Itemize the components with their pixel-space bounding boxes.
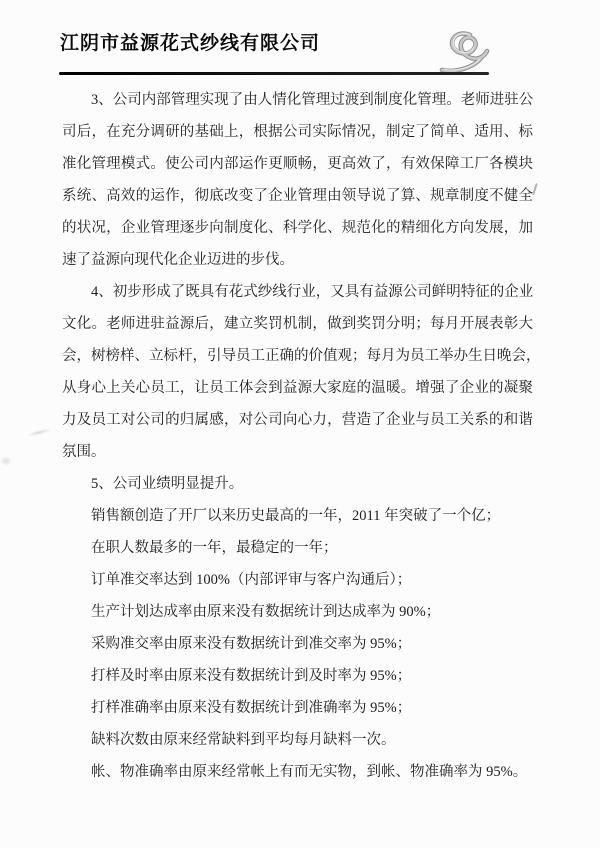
- paragraph-3-line: 速了益源向现代化企业迈进的步伐。: [62, 252, 294, 268]
- achievement-line-order-rate: 订单准交率达到 100%（内部评审与客户沟通后）；: [91, 572, 412, 588]
- achievement-line-shortage: 缺料次数由原来经常缺料到平均每月缺料一次。: [91, 732, 396, 748]
- achievement-line-headcount: 在职人数最多的一年，最稳定的一年；: [91, 540, 338, 556]
- section-5-heading: 5、公司业绩明显提升。: [91, 476, 244, 492]
- paragraph-3-line: 司后，在充分调研的基础上，根据公司实际情况，制定了简单、适用、标: [62, 124, 533, 140]
- achievement-line-inventory-acc: 帐、物准确率由原来经常帐上有而无实物，到帐、物准确率为 95%。: [91, 764, 528, 780]
- paragraph-4-line: 从身心上关心员工，让员工体会到益源大家庭的温暖。增强了企业的凝聚: [62, 380, 533, 396]
- header-divider-line: [59, 72, 489, 75]
- achievement-line-sampling-time: 打样及时率由原来没有数据统计到及时率为 95%；: [91, 668, 412, 684]
- paragraph-3-line: 系统、高效的运作，彻底改变了企业管理由领导说了算、规章制度不健全: [62, 188, 533, 204]
- scan-smudge: [0, 456, 12, 466]
- document-body: [62, 84, 541, 788]
- paragraph-4-line: 力及员工对公司的归属感，对公司向心力，营造了企业与员工关系的和谐: [62, 412, 533, 428]
- paragraph-4-line: 氛围。: [62, 444, 106, 460]
- scan-smudge: [26, 427, 52, 438]
- paragraph-3-line: 3、公司内部管理实现了由人情化管理过渡到制度化管理。老师进驻公: [91, 92, 534, 108]
- achievement-line-purchasing-rate: 采购准交率由原来没有数据统计到准交率为 95%；: [91, 636, 412, 652]
- yarn-knot-icon: [437, 29, 497, 77]
- achievement-line-sales: 销售额创造了开厂以来历史最高的一年，2011 年突破了一个亿；: [91, 508, 501, 524]
- paragraph-4-line: 文化。老师进驻益源后，建立奖罚机制，做到奖罚分明；每月开展表彰大: [62, 316, 533, 332]
- paragraph-4-line: 会，树榜样、立标杆，引导员工正确的价值观；每月为员工举办生日晚会，: [62, 348, 541, 364]
- company-name-title: 江阴市益源花式纱线有限公司: [60, 33, 321, 54]
- paragraph-3-line: 的状况，企业管理逐步向制度化、科学化、规范化的精细化方向发展，加: [62, 220, 533, 236]
- paragraph-4-line: 4、初步形成了既具有花式纱线行业，又具有益源公司鲜明特征的企业: [91, 284, 534, 300]
- achievement-line-production-rate: 生产计划达成率由原来没有数据统计到达成率为 90%；: [91, 604, 441, 620]
- paragraph-3-line: 准化管理模式。使公司内部运作更顺畅，更高效了，有效保障工厂各模块: [62, 156, 533, 172]
- achievement-line-sampling-acc: 打样准确率由原来没有数据统计到准确率为 95%；: [91, 700, 412, 716]
